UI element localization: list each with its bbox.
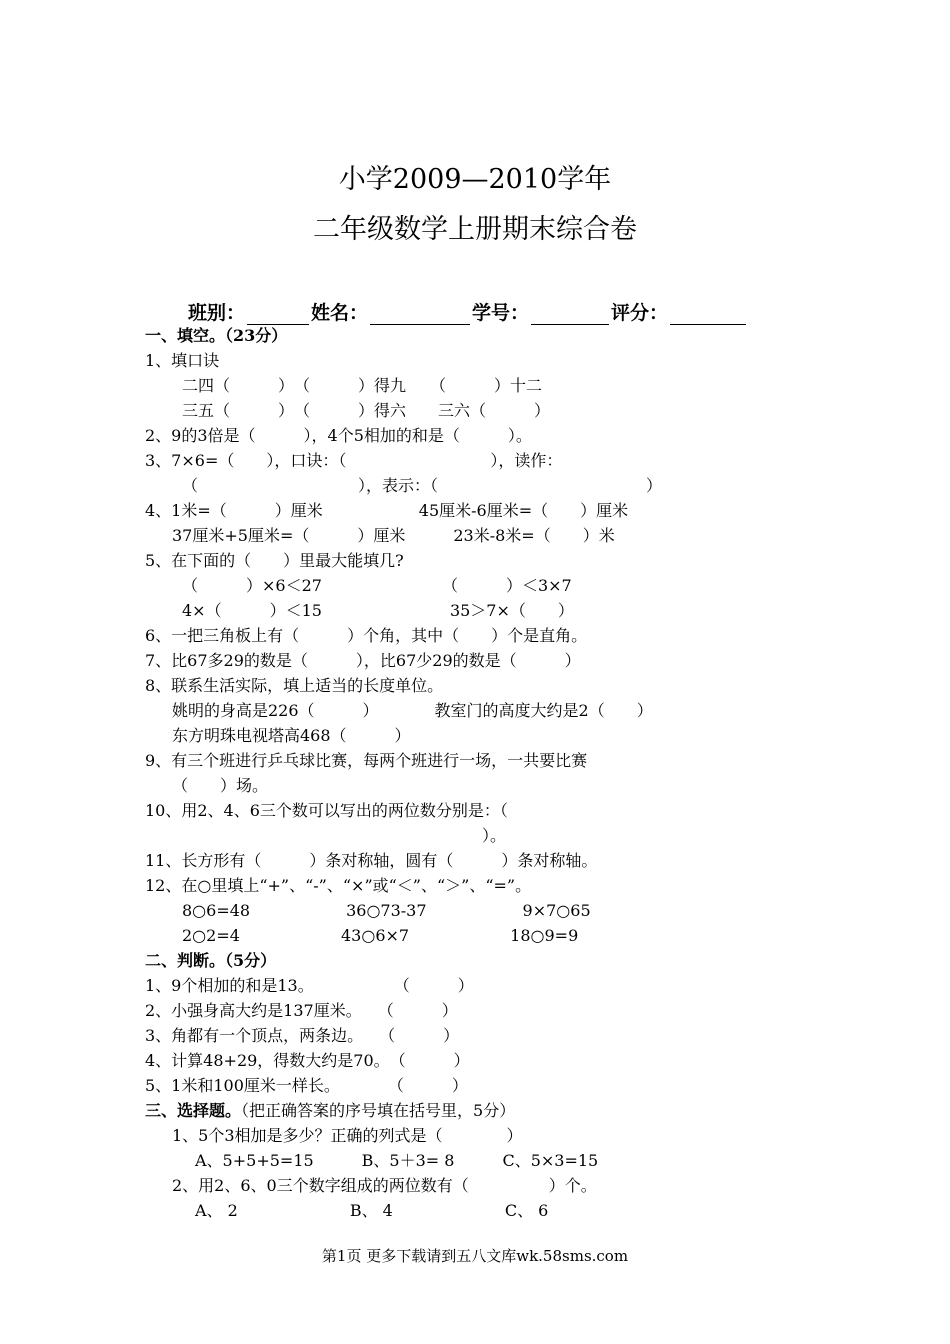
question-line: 4、1米=（ ）厘米 45厘米-6厘米=（ ）厘米 bbox=[145, 501, 629, 520]
question-line: 4、计算48+29，得数大约是70。 （ ） bbox=[145, 1051, 470, 1070]
question-line: 7、比67多29的数是（ ），比67少29的数是（ ） bbox=[145, 651, 581, 670]
name-label: 姓名： bbox=[311, 302, 369, 324]
question-line: ）。 bbox=[482, 826, 507, 845]
question-line: 1、9个相加的和是13。 （ ） bbox=[145, 976, 474, 995]
option-line: A、5+5+5=15 B、5＋3= 8 C、5×3=15 bbox=[195, 1151, 599, 1170]
class-blank bbox=[247, 305, 309, 325]
name-blank bbox=[370, 305, 470, 325]
question-line: 9、有三个班进行乒乓球比赛，每两个班进行一场，一共要比赛 bbox=[145, 751, 588, 770]
question-line: 2、用2、6、0三个数字组成的两位数有（ ）个。 bbox=[172, 1176, 597, 1195]
page-title: 小学2009—2010学年 bbox=[338, 164, 612, 195]
section-2-heading: 二、判断。（5分） bbox=[145, 951, 277, 970]
score-label: 评分： bbox=[611, 302, 669, 324]
page-footer: 第1页 更多下载请到五八文库wk.58sms.com bbox=[321, 1247, 629, 1265]
option-line: A、 2 B、 4 C、 6 bbox=[195, 1201, 549, 1220]
question-line: 二四（ ） （ ）得九 （ ）十二 bbox=[182, 376, 543, 395]
score-blank bbox=[670, 305, 746, 325]
question-line: 三五（ ） （ ）得六 三六（ ） bbox=[182, 401, 551, 420]
question-line: 6、一把三角板上有（ ）个角，其中（ ）个是直角。 bbox=[145, 626, 588, 645]
question-line: 3、7×6=（ ），口诀：（ ），读作： bbox=[145, 451, 563, 470]
question-line: 4×（ ）＜15 35＞7×（ ） bbox=[182, 601, 574, 620]
question-line: （ ）场。 bbox=[172, 776, 269, 795]
section-1-heading: 一、填空。（23分） bbox=[145, 326, 288, 345]
page-subtitle: 二年级数学上册期末综合卷 bbox=[313, 214, 637, 245]
class-label: 班别： bbox=[188, 302, 246, 324]
question-line: 2、9的3倍是（ ），4个5相加的和是（ ）。 bbox=[145, 426, 532, 445]
question-line: 8○6=48 36○73-37 9×7○65 bbox=[182, 901, 591, 920]
question-line: 2○2=4 43○6×7 18○9=9 bbox=[182, 926, 579, 945]
question-line: 3、角都有一个顶点，两条边。 （ ） bbox=[145, 1026, 460, 1045]
question-line: 5、1米和100厘米一样长。 （ ） bbox=[145, 1076, 468, 1095]
question-line: 37厘米+5厘米=（ ）厘米 23米-8米=（ ）米 bbox=[172, 526, 615, 545]
student-info-row bbox=[188, 298, 748, 325]
question-line: 5、在下面的（ ）里最大能填几? bbox=[145, 551, 404, 570]
id-label: 学号： bbox=[472, 302, 530, 324]
question-line: （ ），表示：（ ） bbox=[182, 476, 663, 495]
question-line: 8、联系生活实际，填上适当的长度单位。 bbox=[145, 676, 444, 695]
question-line: 10、用2、4、6三个数可以写出的两位数分别是：（ bbox=[145, 801, 508, 820]
question-line: 1、填口诀 bbox=[145, 351, 220, 370]
section-3-instructions: （把正确答案的序号填在括号里，5分） bbox=[241, 1101, 516, 1120]
question-line: 2、小强身高大约是137厘米。 （ ） bbox=[145, 1001, 458, 1020]
id-blank bbox=[531, 305, 609, 325]
section-3-heading bbox=[145, 1101, 515, 1121]
question-line: 11、长方形有（ ）条对称轴，圆有（ ）条对称轴。 bbox=[145, 851, 598, 870]
question-line: 东方明珠电视塔高468（ ） bbox=[172, 726, 411, 745]
question-line: 1、5个3相加是多少？正确的列式是（ ） bbox=[172, 1126, 523, 1145]
question-line: 12、在○里填上“+”、“-”、“×”或“＜”、“＞”、“=”。 bbox=[145, 876, 532, 895]
question-line: 姚明的身高是226（ ） 教室门的高度大约是2（ ） bbox=[172, 701, 653, 720]
question-line: （ ）×6＜27 （ ）＜3×7 bbox=[182, 576, 572, 595]
section-3-title: 三、选择题。 bbox=[145, 1101, 242, 1120]
